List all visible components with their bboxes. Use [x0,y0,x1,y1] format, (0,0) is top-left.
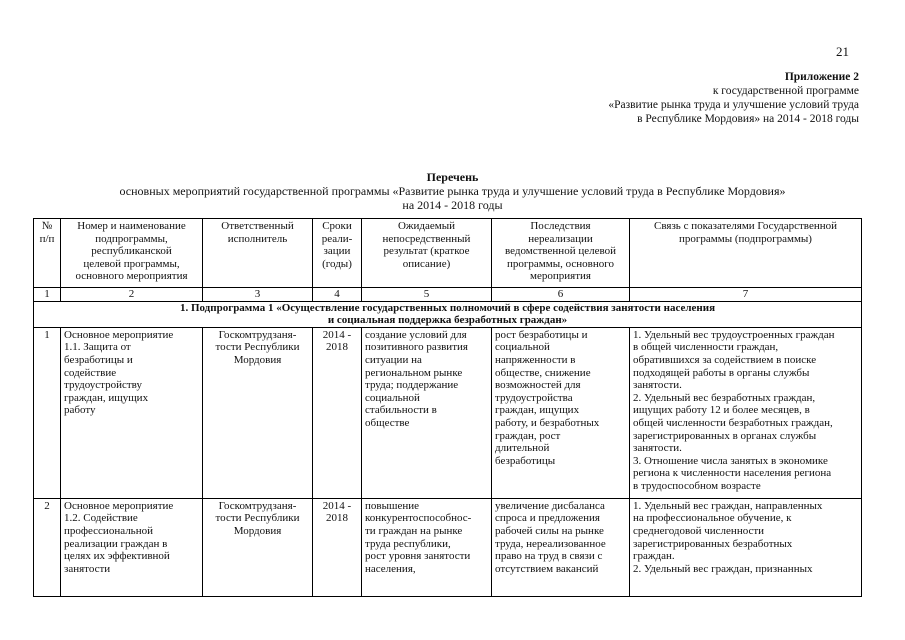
header-cell-result: Ожидаемый непосредственный результат (краткое описание) [362,219,492,288]
measure-consequences: увеличение дисбаланса спроса и предложения рабочей силы на рынке труда, нереализованное право на труд в связи с отсутствием вакансий [492,498,630,596]
measure-name: Основное мероприятие 1.1. Защита от безработицы и содействие трудоустройству граждан, ищущих работу [61,327,203,498]
appendix-title: Приложение 2 [784,71,859,83]
column-number: 2 [61,288,203,302]
header-cell-executor: Ответственный исполнитель [203,219,313,288]
measure-executor: Госкомтрудзаня- тости Республики Мордовия [203,498,313,596]
appendix-line-2: «Развитие рынка труда и улучшение условий труда [608,99,859,111]
measure-result: создание условий для позитивного развития ситуации на региональном рынке труда; поддержание социальной стабильности в обществе [362,327,492,498]
header-cell-number: № п/п [34,219,61,288]
table-row [34,498,862,596]
table-header-row [34,219,862,288]
measure-period: 2014 - 2018 [313,498,362,596]
row-number: 1 [34,327,61,498]
row-number: 2 [34,498,61,596]
document-period: на 2014 - 2018 годы [402,198,503,212]
appendix-line-3: в Республике Мордовия» на 2014 - 2018 годы [637,113,859,125]
measure-consequences: рост безработицы и социальной напряженности в обществе, снижение возможностей для трудоустройства граждан, ищущих работу, и безработных граждан, рост длительной безработицы [492,327,630,498]
header-cell-consequences: Последствия нереализации ведомственной целевой программы, основного мероприятия [492,219,630,288]
measure-result: повышение конкурентоспособнос- ти граждан на рынке труда республики, рост уровня занятости населения, [362,498,492,596]
appendix-line-1: к государственной программе [712,85,859,97]
document-title: Перечень [426,170,479,184]
measure-name: Основное мероприятие 1.2. Содействие профессиональной реализации граждан в целях их эффективной занятости [61,498,203,596]
column-number: 7 [630,288,862,302]
column-number: 1 [34,288,61,302]
column-number-row [34,288,862,302]
measure-executor: Госкомтрудзаня- тости Республики Мордовия [203,327,313,498]
header-cell-name: Номер и наименование подпрограммы, республиканской целевой программы, основного мероприятия [61,219,203,288]
page-number: 21 [836,44,849,59]
column-number: 6 [492,288,630,302]
column-number: 5 [362,288,492,302]
column-number: 4 [313,288,362,302]
measure-indicators: 1. Удельный вес граждан, направленных на профессиональное обучение, к среднегодовой численности зарегистрированных безработных граждан. 2. Удельный вес граждан, признанных [630,498,862,596]
document-subtitle: основных мероприятий государственной программы «Развитие рынка труда и улучшение условий труда в Республике Мордовия» [119,184,786,198]
header-cell-period: Сроки реали- зации (годы) [313,219,362,288]
measure-period: 2014 - 2018 [313,327,362,498]
column-number: 3 [203,288,313,302]
measures-table [33,218,862,597]
measure-indicators: 1. Удельный вес трудоустроенных граждан в общей численности граждан, обратившихся за содействием в поиске подходящей работы в органы службы занятости. 2. Удельный вес безработных граждан, ищущих работу 12 и более месяцев, в общей численности безработных граждан, зарегистрированных в органах службы занятости. 3. Отношение числа занятых в экономике региона к численности населения региона в трудоспособном возрасте [630,327,862,498]
subprogram-title: 1. Подпрограмма 1 «Осуществление государственных полномочий в сфере содействия занятости населения и социальная поддержка безработных граждан» [34,301,862,327]
header-cell-indicators: Связь с показателями Государственной программы (подпрограммы) [630,219,862,288]
table-row [34,327,862,498]
subprogram-row [34,301,862,327]
